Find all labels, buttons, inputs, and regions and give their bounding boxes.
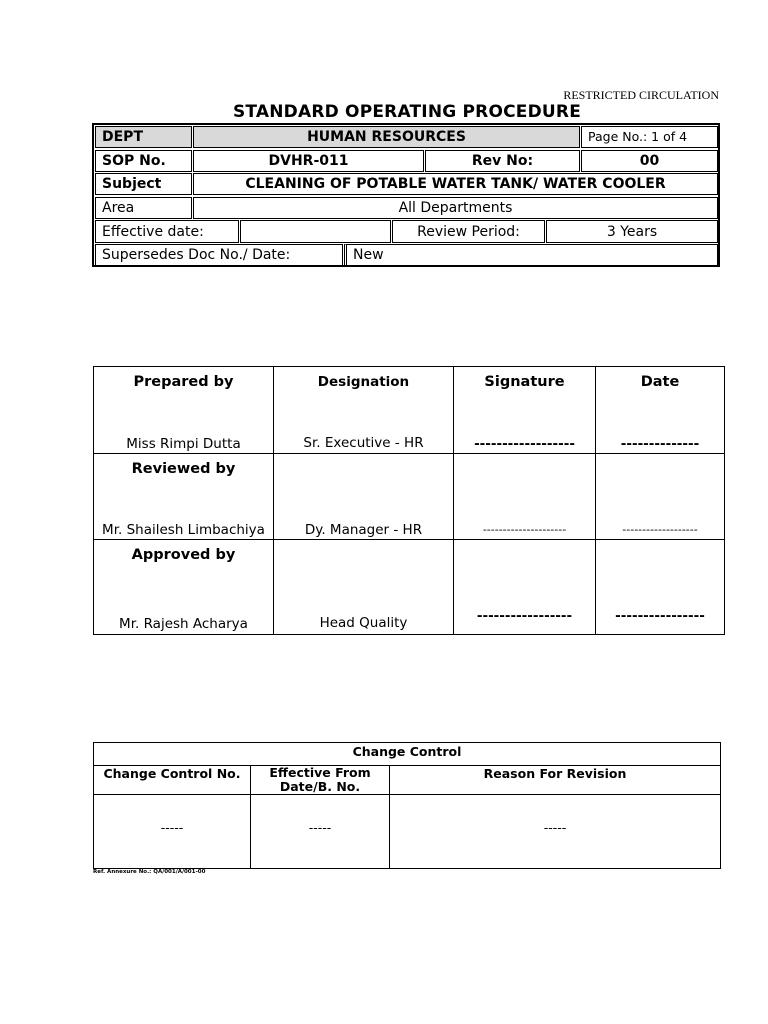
date-header: Date [640, 374, 680, 390]
rev-no-label: Rev No: [425, 150, 580, 172]
reviewed-designation: Dy. Manager - HR [304, 522, 423, 538]
restricted-circulation-label: RESTRICTED CIRCULATION [563, 88, 719, 102]
reviewed-name: Mr. Shailesh Limbachiya [102, 522, 265, 538]
prepared-date-cell [596, 367, 725, 454]
area-label: Area [95, 197, 192, 219]
effective-from-line1: Effective From [269, 765, 371, 780]
subject-value: CLEANING OF POTABLE WATER TANK/ WATER COOLER [193, 173, 718, 195]
prepared-designation-cell [274, 367, 454, 454]
effective-date-value [240, 220, 391, 243]
approved-by-header: Approved by [131, 547, 236, 563]
subject-label: Subject [95, 173, 192, 195]
effective-from-value: ----- [308, 820, 332, 835]
approved-signature-cell [454, 540, 596, 635]
prepared-designation: Sr. Executive - HR [303, 435, 424, 451]
reviewed-by-header: Reviewed by [131, 461, 236, 477]
review-period-value: 3 Years [546, 220, 718, 243]
prepared-row [94, 367, 725, 454]
change-control-title: Change Control [352, 744, 462, 759]
page-title: STANDARD OPERATING PROCEDURE [232, 102, 582, 122]
approved-cell [94, 540, 274, 635]
prepared-name: Miss Rimpi Dutta [126, 436, 241, 452]
approved-date: ---------------- [615, 608, 705, 624]
sop-no-value: DVHR-011 [193, 150, 424, 172]
reviewed-date-cell [596, 454, 725, 540]
reviewed-date: ------------------- [622, 523, 698, 536]
change-control-table [93, 742, 721, 869]
prepared-by-header: Prepared by [133, 374, 234, 390]
effective-from-line2: Date/B. No. [279, 779, 361, 794]
reviewed-row [94, 454, 725, 540]
change-control-no-header: Change Control No. [103, 766, 241, 781]
prepared-date: -------------- [620, 436, 700, 452]
reviewed-signature: --------------------- [482, 523, 567, 536]
sop-header-table [92, 123, 720, 267]
reviewed-cell [94, 454, 274, 540]
change-control-header-divider [94, 794, 720, 795]
prepared-signature-cell [454, 367, 596, 454]
reviewed-designation-cell [274, 454, 454, 540]
reason-for-revision-header: Reason For Revision [483, 766, 627, 781]
reason-for-revision-value: ----- [543, 820, 567, 835]
change-control-no-value: ----- [160, 820, 184, 835]
designation-header: Designation [317, 374, 410, 390]
dept-value: HUMAN RESOURCES [193, 126, 580, 148]
prepared-cell [94, 367, 274, 454]
effective-from-header [251, 766, 389, 794]
approved-designation-cell [274, 540, 454, 635]
approved-signature: ----------------- [476, 608, 573, 624]
review-period-label: Review Period: [392, 220, 545, 243]
approved-date-cell [596, 540, 725, 635]
approval-table [93, 366, 725, 635]
supersedes-label: Supersedes Doc No./ Date: [95, 244, 343, 266]
page-number: Page No.: 1 of 4 [581, 126, 718, 148]
supersedes-value: New [344, 244, 718, 266]
area-value: All Departments [193, 197, 718, 219]
signature-header: Signature [484, 374, 565, 390]
annexure-reference: Ref. Annexure No.: QA/001/A/001-00 [93, 869, 206, 875]
rev-no-value: 00 [581, 150, 718, 172]
approved-row [94, 540, 725, 635]
effective-date-label: Effective date: [95, 220, 239, 243]
reviewed-signature-cell [454, 454, 596, 540]
dept-label: DEPT [95, 126, 192, 148]
sop-no-label: SOP No. [95, 150, 192, 172]
approved-name: Mr. Rajesh Acharya [119, 616, 248, 632]
approved-designation: Head Quality [319, 615, 408, 631]
prepared-signature: ------------------ [474, 436, 575, 452]
